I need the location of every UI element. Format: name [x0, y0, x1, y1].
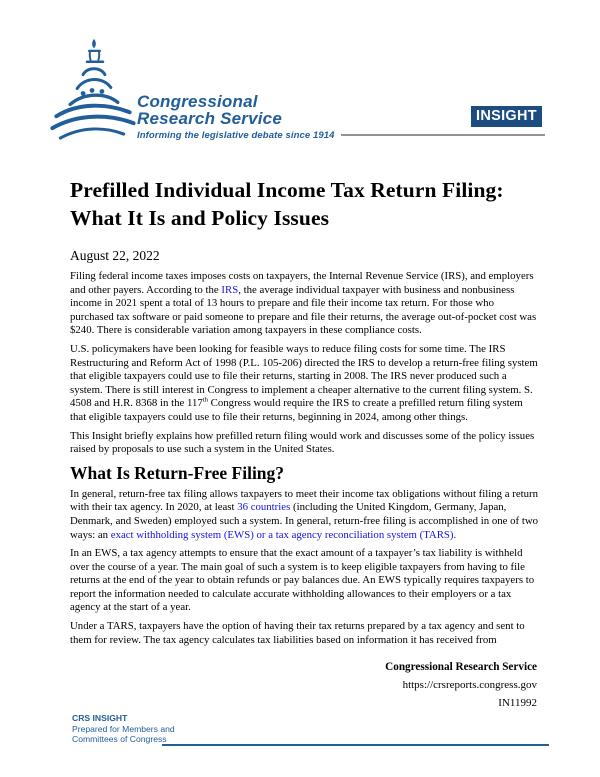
text-run: This Insight briefly explains how prefilled return filing would work and discusses some of the policy issues raised by proposals to use such a system in the United States. — [70, 429, 535, 456]
footer-prepared-line1: Prepared for Members and — [72, 723, 175, 734]
inline-link[interactable]: exact withholding system (EWS) or a tax agency reconciliation system (TARS). — [110, 528, 457, 541]
text-run: In general, return-free tax filing allows taxpayers to meet their income tax obligations without filing a return with their tax agency. In 2020, at least — [70, 487, 539, 514]
text-run: , the average individual taxpayer with business and nonbusiness income in 2021 spent a total of 13 hours to prepare and file their income tax return. For those who purchased tax software or paid someone to prepare and file their returns, the average out-of-pocket cost was $240. There is considerable variation among taxpayers in these compliance costs. — [70, 283, 537, 337]
footer-brand-block — [72, 713, 175, 745]
page-title — [70, 176, 540, 232]
text-run: Filing federal income taxes imposes costs on taxpayers, the Internal Revenue Service (IRS), and employers and other payers. According to the — [70, 270, 534, 296]
paragraph-insight-scope — [70, 430, 540, 457]
paragraph-ews — [70, 547, 540, 615]
page-title-line2: What It Is and Policy Issues — [70, 206, 330, 230]
footer-prepared-line2: Committees of Congress — [72, 734, 167, 744]
publication-date: August 22, 2022 — [70, 248, 160, 263]
footer-url: https://crsreports.congress.gov — [402, 679, 537, 691]
paragraph-tars — [70, 620, 540, 647]
footer-publication-info — [385, 658, 537, 712]
section-heading-return-free-filing: What Is Return-Free Filing? — [70, 462, 285, 483]
header-divider — [341, 134, 545, 136]
text-run: (including the United Kingdom, Germany, Japan, Denmark, and Sweden) employed such a system. In general, return-free filing is accomplished in one of two ways: an — [70, 501, 539, 541]
text-run: Congress would require the IRS to create a prefilled return filing system that eligible taxpayers could use to file their returns, beginning in 2024, among other things. — [70, 397, 523, 423]
inline-link[interactable]: 36 countries — [237, 501, 291, 514]
paragraph-return-free-definition — [70, 488, 540, 542]
footer-document-id: IN11992 — [498, 697, 537, 709]
text-run: In an EWS, a tax agency attempts to ensure that the exact amount of a taxpayer’s tax liability is withheld over the course of a year. The main goal of such a system is to keep eligible taxpayers from having to file returns at the end of the year to obtain refunds or pay balances due. An EWS typically requires taxpayers to report the information needed to calculate accurate withholding allowances to their employers or a tax agency at the start of a year. — [70, 547, 535, 614]
inline-link[interactable]: IRS — [221, 283, 239, 296]
crs-logo-line2: Research Service — [137, 109, 282, 128]
insight-badge: INSIGHT — [471, 106, 542, 127]
text-run: Under a TARS, taxpayers have the option of having their tax returns prepared by a tax agency and sent to them for review. The tax agency calculates tax liabilities based on information it has received from — [70, 620, 525, 646]
superscript: th — [202, 396, 208, 404]
footer-divider — [162, 744, 549, 746]
footer-brand: CRS INSIGHT — [72, 713, 128, 723]
footer-org-name: Congressional Research Service — [385, 661, 537, 673]
capitol-dome-logo-icon — [48, 37, 138, 141]
crs-logo-tagline: Informing the legislative debate since 1914 — [137, 130, 335, 141]
paragraph-filing-costs — [70, 270, 540, 338]
crs-logo — [137, 93, 335, 141]
document-body — [70, 176, 540, 652]
crs-logo-line1: Congressional — [137, 92, 258, 111]
page-title-line1: Prefilled Individual Income Tax Return Filing: — [70, 178, 504, 202]
text-run: U.S. policymakers have been looking for feasible ways to reduce filing costs for some time. The IRS Restructuring and Reform Act of 1998 (P.L. 105-206) directed the IRS to develop a return-free filing system that eligible taxpayers could use to file their returns, starting in 2008. The IRS never produced such a system. There is still interest in Congress to implement a cheaper alternative to the current filing system. S. 4508 and H.R. 8368 in the 117 — [70, 342, 538, 410]
paragraph-policymakers — [70, 343, 540, 425]
